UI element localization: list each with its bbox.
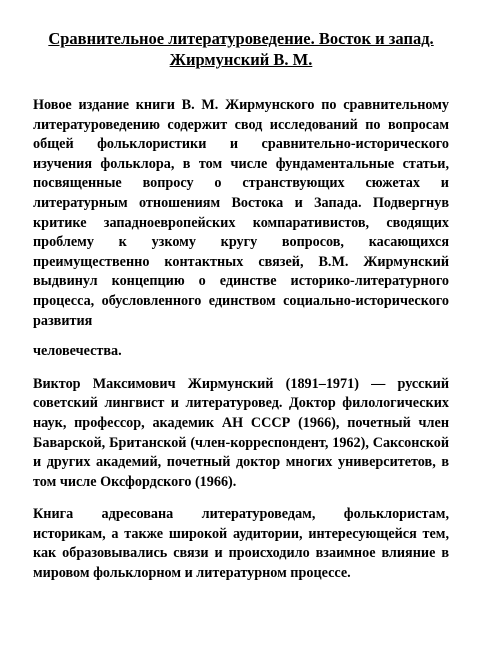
document-title: [33, 28, 449, 70]
title-line-2: Жирмунский В. М.: [169, 50, 313, 69]
paragraph-book-description: Новое издание книги В. М. Жирмунского по сравнительному литературоведению содержит свод исследований по вопросам общей фольклористики и сравнительно-исторического изучения фольклора, в том числе фундаментальные статьи, посвященные вопросу о странствующих сюжетах и литературным отношениям Востока и Запада. Подвергнув критике западноевропейских компаративистов, сводящих проблему к узкому кругу вопросов, касающихся преимущественно контактных связей, В.М. Жирмунский выдвинул концепцию о единстве историко-литературного процесса, обусловленного единством социально-исторического развития: [33, 97, 449, 329]
paragraph-author-bio: Виктор Максимович Жирмунский (1891–1971) — русский советский лингвист и литературовед. Доктор филологических наук, профессор, академик АН СССР (1966), почетный член Баварской, Британской (член-корреспондент, 1962), Саксонской и других академий, почетный доктор многих университетов, в том числе Оксфордского (1966).: [33, 375, 449, 490]
paragraph-audience: Книга адресована литературоведам, фольклористам, историкам, а также широкой аудитории, интересующейся тем, как образовывались связи и происходило взаимное влияние в мировом фольклорном и литературном процессе.: [33, 506, 449, 582]
title-line-1: Сравнительное литературоведение. Восток и запад.: [48, 29, 434, 48]
paragraph-continuation: человечества.: [33, 343, 122, 360]
